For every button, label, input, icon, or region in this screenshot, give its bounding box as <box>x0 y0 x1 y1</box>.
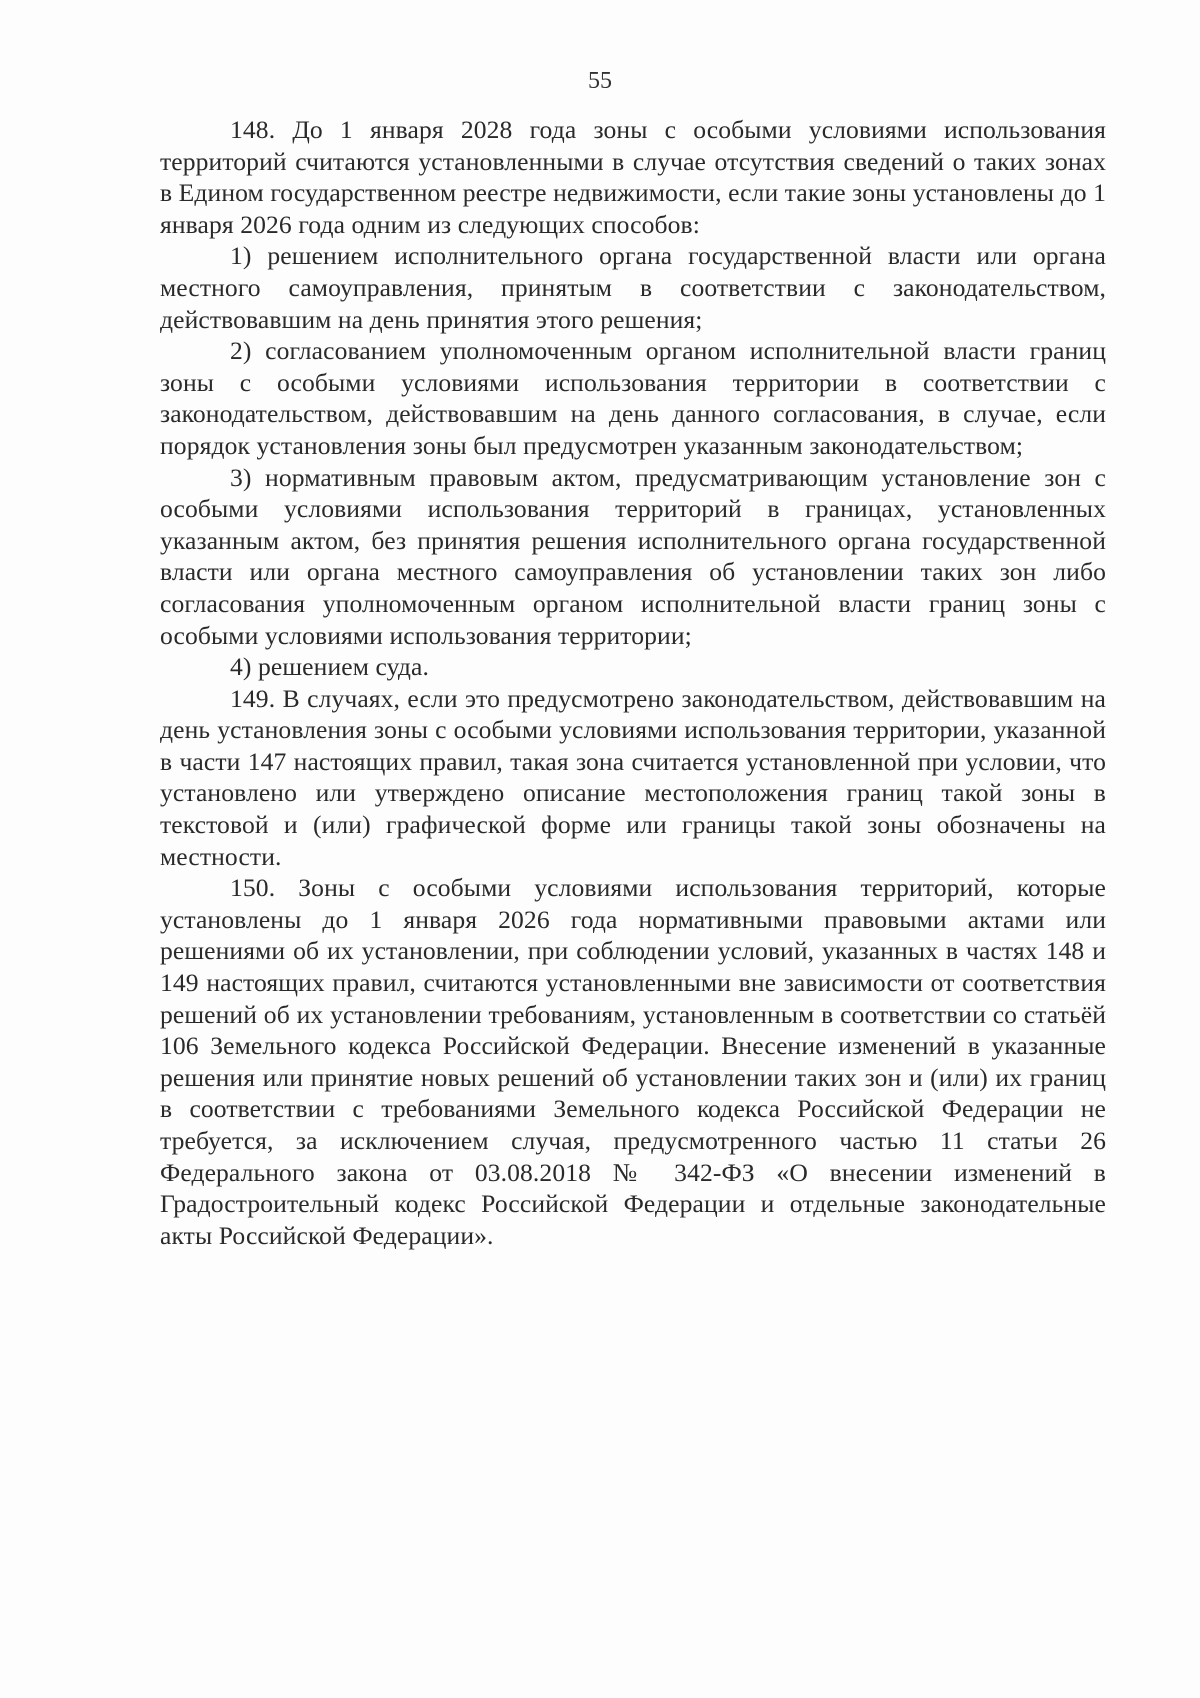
paragraph-148-item-2: 2) согласованием уполномоченным органом исполнительной власти границ зоны с особыми условиями использования территории в соответствии с законодательством, действовавшим на день данного согласования, в случае, если порядок установления зоны был предусмотрен указанным законодательством; <box>160 336 1106 460</box>
paragraph-149: 149. В случаях, если это предусмотрено законодательством, действовавшим на день установления зоны с особыми условиями использования территории, указанной в части 147 настоящих правил, такая зона считается установленной при условии, что установлено или утверждено описание местоположения границ такой зоны в текстовой и (или) графической форме или границы такой зоны обозначены на местности. <box>160 683 1106 871</box>
document-body <box>160 114 1106 1251</box>
paragraph-150: 150. Зоны с особыми условиями использования территорий, которые установлены до 1 января 2026 года нормативными правовыми актами или решениями об их установлении, при соблюдении условий, указанных в частях 148 и 149 настоящих правил, считаются установленными вне зависимости от соответствия решений об их установлении требованиям, установленным в соответствии со статьёй 106 Земельного кодекса Российской Федерации. Внесение изменений в указанные решения или принятие новых решений об установлении таких зон и (или) их границ в соответствии с требованиями Земельного кодекса Российской Федерации не требуется, за исключением случая, предусмотренного частью 11 статьи 26 Федерального закона от 03.08.2018 № 342-ФЗ «О внесении изменений в Градостроительный кодекс Российской Федерации и отдельные законодательные акты Российской Федерации». <box>160 873 1106 1250</box>
paragraph-148-item-4: 4) решением суда. <box>230 652 429 682</box>
paragraph-148: 148. До 1 января 2028 года зоны с особыми условиями использования территорий считаются установленными в случае отсутствия сведений о таких зонах в Едином государственном реестре недвижимости, если такие зоны установлены до 1 января 2026 года одним из следующих способов: <box>160 115 1106 239</box>
paragraph-148-item-3: 3) нормативным правовым актом, предусматривающим установление зон с особыми условиями использования территорий в границах, установленных указанным актом, без принятия решения исполнительного органа государственной власти или органа местного самоуправления об установлении таких зон либо согласования уполномоченным органом исполнительной власти границ зоны с особыми условиями использования территории; <box>160 462 1106 650</box>
page-number: 55 <box>588 68 612 94</box>
paragraph-148-item-1: 1) решением исполнительного органа государственной власти или органа местного самоуправления, принятым в соответствии с законодательством, действовавшим на день принятия этого решения; <box>160 241 1106 334</box>
